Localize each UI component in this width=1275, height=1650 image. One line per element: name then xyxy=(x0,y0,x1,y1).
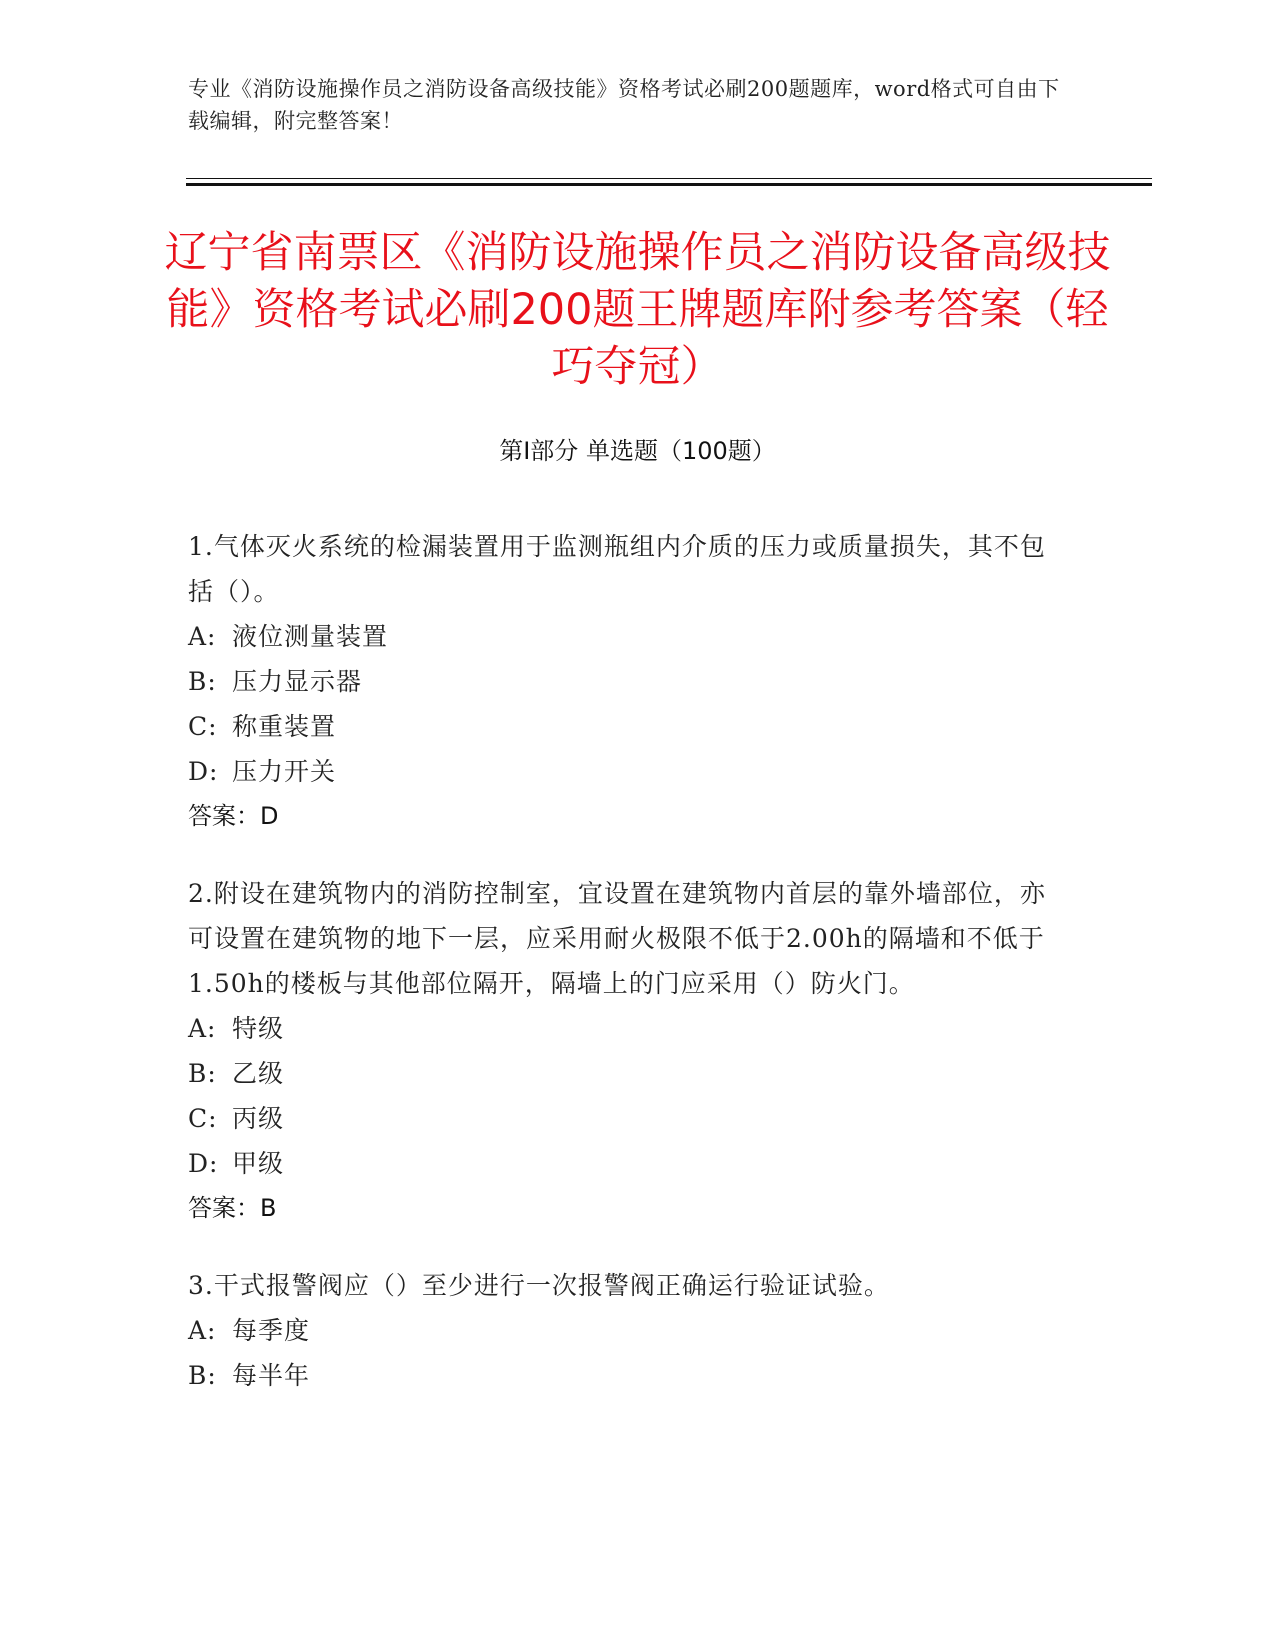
intro-text: 专业《消防设施操作员之消防设备高级技能》资格考试必刷200题题库，word格式可自由下载编辑，附完整答案！ xyxy=(188,77,1060,133)
option-key: A: xyxy=(188,1316,217,1345)
option-key: C: xyxy=(188,1104,218,1133)
option-text: 丙级 xyxy=(232,1104,285,1133)
question-option xyxy=(188,704,1068,749)
question-option xyxy=(188,1141,1068,1186)
question-item xyxy=(188,871,1068,1231)
question-list xyxy=(188,524,1068,1430)
option-text: 压力显示器 xyxy=(232,667,363,696)
question-option xyxy=(188,614,1068,659)
question-option xyxy=(188,749,1068,794)
question-item xyxy=(188,1263,1068,1398)
option-text: 称重装置 xyxy=(232,712,337,741)
option-key: A: xyxy=(188,1014,217,1043)
question-answer: 答案：D xyxy=(188,802,279,830)
question-option xyxy=(188,1353,1068,1398)
question-option xyxy=(188,659,1068,704)
section-heading: 第Ⅰ部分 单选题（100题） xyxy=(499,437,776,465)
option-text: 压力开关 xyxy=(232,757,337,786)
option-key: D: xyxy=(188,757,219,786)
question-answer: 答案：B xyxy=(188,1194,277,1222)
option-text: 液位测量装置 xyxy=(232,622,389,651)
option-text: 乙级 xyxy=(232,1059,285,1088)
question-stem: 1.气体灭火系统的检漏装置用于监测瓶组内介质的压力或质量损失，其不包括（）。 xyxy=(188,532,1046,606)
option-key: B: xyxy=(188,1361,217,1390)
question-option xyxy=(188,1051,1068,1096)
option-text: 每半年 xyxy=(232,1361,311,1390)
question-option xyxy=(188,1096,1068,1141)
question-item xyxy=(188,524,1068,839)
option-text: 特级 xyxy=(232,1014,285,1043)
document-title: 辽宁省南票区《消防设施操作员之消防设备高级技能》资格考试必刷200题王牌题库附参考答案（轻巧夺冠） xyxy=(164,228,1111,392)
option-key: A: xyxy=(188,622,217,651)
option-text: 每季度 xyxy=(232,1316,311,1345)
option-key: B: xyxy=(188,667,217,696)
option-key: B: xyxy=(188,1059,217,1088)
option-key: C: xyxy=(188,712,218,741)
question-option xyxy=(188,1006,1068,1051)
question-stem: 3.干式报警阀应（）至少进行一次报警阀正确运行验证试验。 xyxy=(188,1271,890,1300)
question-stem: 2.附设在建筑物内的消防控制室，宜设置在建筑物内首层的靠外墙部位，亦可设置在建筑物的地下一层，应采用耐火极限不低于2.00h的隔墙和不低于1.50h的楼板与其他部位隔开，隔墙上的门应采用（）防火门。 xyxy=(188,879,1046,998)
header-divider-thin xyxy=(186,178,1152,179)
header-divider-thick xyxy=(186,183,1152,186)
option-key: D: xyxy=(188,1149,219,1178)
question-option xyxy=(188,1308,1068,1353)
option-text: 甲级 xyxy=(232,1149,285,1178)
